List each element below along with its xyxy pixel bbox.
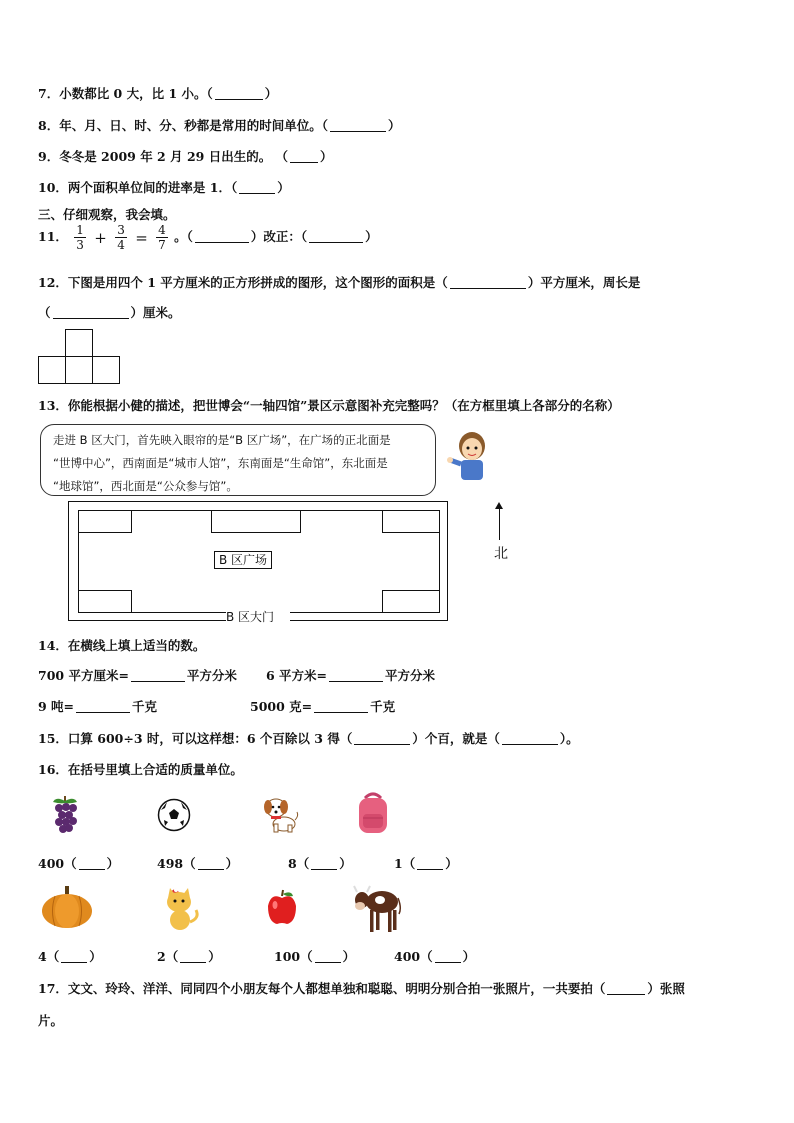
unit-blank[interactable] — [180, 950, 206, 963]
square-right — [92, 356, 120, 384]
q16-item-pumpkin: 4（ ） — [38, 949, 102, 964]
unit-blank[interactable] — [79, 857, 105, 870]
q16-item-backpack: 1（ ） — [394, 856, 458, 871]
answer-blank[interactable] — [502, 732, 558, 745]
question-7: 7．小数都比 0 大，比 1 小。（ ） — [38, 86, 278, 101]
fraction-1: $\frac{1}{3}$ — [76, 223, 84, 252]
pumpkin-icon — [40, 884, 94, 930]
q14-row1: 700 平方厘米= 平方分米 — [38, 668, 237, 683]
area-blank[interactable] — [450, 276, 526, 289]
apple-icon — [265, 888, 299, 926]
answer-blank[interactable] — [215, 87, 263, 100]
answer-blank[interactable] — [290, 150, 318, 163]
question-13: 13．你能根据小健的描述，把世博会“一轴四馆”景区示意图补充完整吗？（在方框里填上各部分的名称） — [38, 398, 620, 413]
question-12: 12．下图是用四个 1 平方厘米的正方形拼成的图形，这个图形的面积是（ ）平方厘米，周长是 — [38, 275, 641, 290]
map-box-southeast[interactable] — [382, 590, 440, 613]
question-17-line2: 片。 — [38, 1013, 64, 1028]
map-box-northwest[interactable] — [78, 510, 132, 533]
backpack-icon — [353, 790, 393, 836]
unit-blank[interactable] — [315, 950, 341, 963]
question-14: 14．在横线上填上适当的数。 — [38, 638, 206, 653]
question-11: 11． $\frac{1}{3}$ + $\frac{3}{4}$ = $\frac{4}{7}$ 。（ ）改正：（ ） — [38, 223, 378, 252]
plaza-label: B 区广场 — [214, 551, 272, 569]
question-8: 8．年、月、日、时、分、秒都是常用的时间单位。（ ） — [38, 118, 401, 133]
answer-blank[interactable] — [76, 700, 130, 713]
soccer-ball-icon — [157, 798, 191, 832]
question-16: 16．在括号里填上合适的质量单位。 — [38, 762, 243, 777]
square-middle — [65, 356, 93, 384]
q16-item-ball: 498（ ） — [157, 856, 239, 871]
question-9: 9．冬冬是 2009 年 2 月 29 日出生的。 （ ） — [38, 149, 333, 164]
fraction-2: $\frac{3}{4}$ — [117, 223, 125, 252]
grapes-icon — [50, 794, 80, 836]
unit-blank[interactable] — [61, 950, 87, 963]
q14-row2b: 5000 克= 千克 — [250, 699, 396, 714]
question-17: 17．文文、玲玲、洋洋、同同四个小朋友每个人都想单独和聪聪、明明分别合拍一张照片，一共要拍（ ）张照 — [38, 981, 685, 996]
square-left — [38, 356, 66, 384]
unit-blank[interactable] — [435, 950, 461, 963]
square-top — [65, 329, 93, 357]
question-10: 10．两个面积单位间的进率是 1．（ ） — [38, 180, 290, 195]
q16-item-cat: 2（ ） — [157, 949, 221, 964]
q16-item-grapes: 400（ ） — [38, 856, 120, 871]
unit-blank[interactable] — [417, 857, 443, 870]
north-arrow — [499, 506, 500, 540]
north-arrow-head — [495, 502, 503, 509]
cow-icon — [352, 880, 402, 936]
perimeter-blank[interactable] — [53, 306, 129, 319]
dog-icon — [262, 794, 300, 834]
answer-blank[interactable] — [131, 669, 185, 682]
q16-item-dog: 8（ ） — [288, 856, 352, 871]
q16-item-apple: 100（ ） — [274, 949, 356, 964]
answer-blank[interactable] — [195, 230, 249, 243]
q16-item-cow: 400（ ） — [394, 949, 476, 964]
answer-blank[interactable] — [239, 181, 275, 194]
question-15: 15．口算 600÷3 时，可以这样想：6 个百除以 3 得（ ）个百，就是（ ）。 — [38, 731, 579, 746]
answer-blank[interactable] — [314, 700, 368, 713]
q14-row2: 9 吨= 千克 — [38, 699, 158, 714]
answer-blank[interactable] — [607, 982, 645, 995]
answer-blank[interactable] — [354, 732, 410, 745]
map-box-northeast[interactable] — [382, 510, 440, 533]
section-heading: 三、仔细观察，我会填。 — [38, 207, 176, 222]
correction-blank[interactable] — [309, 230, 363, 243]
q14-row1b: 6 平方米= 平方分米 — [266, 668, 436, 683]
north-label: 北 — [494, 546, 508, 562]
unit-blank[interactable] — [198, 857, 224, 870]
fraction-3: $\frac{4}{7}$ — [158, 223, 166, 252]
boy-illustration — [446, 430, 494, 482]
speech-bubble: 走进 B 区大门，首先映入眼帘的是“B 区广场”，在广场的正北面是 “世博中心”，西南面是“城市人馆”，东南面是“生命馆”，东北面是 “地球馆”，西北面是“公众参与馆”。 — [40, 424, 436, 496]
map-box-north[interactable] — [211, 510, 301, 533]
gate-label: B 区大门 — [226, 610, 290, 624]
answer-blank[interactable] — [330, 119, 386, 132]
unit-blank[interactable] — [311, 857, 337, 870]
cat-icon — [160, 884, 202, 932]
answer-blank[interactable] — [329, 669, 383, 682]
map-box-southwest[interactable] — [78, 590, 132, 613]
question-12-line2: （ ）厘米。 — [38, 305, 181, 320]
